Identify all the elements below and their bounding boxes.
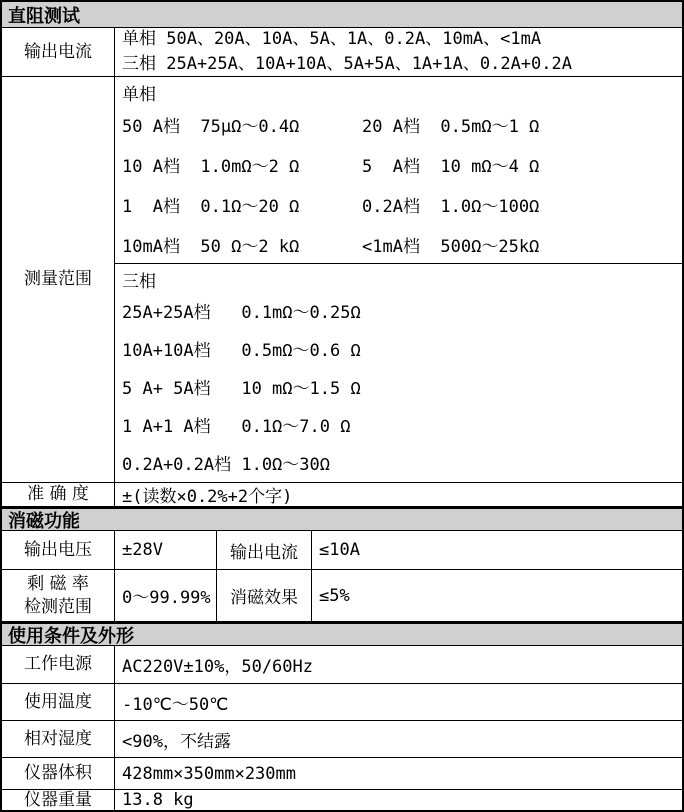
- output-current-label: 输出电流: [2, 28, 115, 76]
- working-power-label: 工作电源: [2, 646, 115, 683]
- section-header-conditions: [2, 622, 682, 646]
- range-entry: 10A+10A档 0.5mΩ～0.6 Ω: [122, 340, 361, 361]
- row-residual-magnetism: [2, 570, 682, 622]
- row-operating-temperature: [2, 684, 682, 721]
- accuracy-value: ±(读数×0.2%+2个字): [122, 487, 293, 507]
- range-entry: 25A+25A档 0.1mΩ～0.25Ω: [122, 302, 361, 323]
- range-entry: 0.2A+0.2A档 1.0Ω～30Ω: [122, 454, 330, 475]
- range-entry: 5 A+ 5A档 10 mΩ～1.5 Ω: [122, 378, 361, 399]
- range-entry: 10 A档 1.0mΩ～2 Ω: [122, 156, 300, 177]
- three-phase-block: [115, 264, 682, 482]
- residual-rate-value: 0～99.99%: [115, 570, 217, 621]
- measure-range-content: [115, 77, 682, 482]
- range-entry: 1 A+1 A档 0.1Ω～7.0 Ω: [122, 416, 351, 437]
- demag-effect-value: ≤5%: [319, 585, 350, 606]
- range-entry: 1 A档 0.1Ω～20 Ω: [122, 196, 300, 217]
- range-line: [122, 443, 682, 481]
- range-entry: 20 A档 0.5mΩ～1 Ω: [362, 116, 540, 137]
- single-phase-block: [115, 77, 682, 264]
- working-power-value: AC220V±10%，50/60Hz: [122, 657, 313, 677]
- measure-range-label: 测量范围: [2, 77, 115, 482]
- row-output-current: [2, 28, 682, 77]
- range-line: [122, 184, 682, 224]
- range-line: [122, 329, 682, 367]
- range-entry: 0.2A档 1.0Ω～100Ω: [362, 196, 540, 217]
- residual-rate-label: [2, 570, 115, 621]
- demag-effect-label: 消磁效果: [217, 570, 312, 621]
- residual-rate-label-line2: 检测范围: [24, 596, 92, 617]
- section-title: 直阻测试: [8, 5, 80, 27]
- row-working-power: [2, 646, 682, 684]
- demag-current-label: 输出电流: [217, 531, 312, 569]
- demag-current-value: ≤10A: [319, 540, 360, 560]
- row-instrument-size: [2, 758, 682, 790]
- instrument-weight-value: 13.8 kg: [122, 790, 194, 810]
- range-entry: 10mA档 50 Ω～2 kΩ: [122, 236, 300, 257]
- row-demag-voltage-current: [2, 531, 682, 570]
- row-instrument-weight: [2, 790, 682, 810]
- range-entry: <1mA档 500Ω～25kΩ: [362, 236, 540, 257]
- section-header-demagnetization: [2, 507, 682, 531]
- instrument-size-label: 仪器体积: [2, 758, 115, 789]
- instrument-weight-label: 仪器重量: [2, 790, 115, 810]
- single-phase-title: 单相: [122, 84, 156, 105]
- row-relative-humidity: [2, 721, 682, 758]
- output-current-value: [115, 28, 682, 76]
- output-current-three-phase: 三相 25A+25A、10A+10A、5A+5A、1A+1A、0.2A+0.2A: [122, 54, 572, 74]
- range-line: [122, 144, 682, 184]
- three-phase-title: 三相: [122, 271, 156, 292]
- relative-humidity-value: <90%，不结露: [122, 731, 231, 752]
- range-line: [122, 104, 682, 144]
- instrument-size-value: 428mm×350mm×230mm: [122, 763, 296, 784]
- residual-rate-label-line1: 剩 磁 率: [27, 573, 89, 594]
- row-measure-range: [2, 77, 682, 483]
- section-title: 消磁功能: [8, 510, 80, 532]
- output-current-single-phase: 单相 50A、20A、10A、5A、1A、0.2A、10mA、<1mA: [122, 29, 542, 50]
- demag-voltage-label: 输出电压: [2, 531, 115, 569]
- row-accuracy: [2, 483, 682, 507]
- range-entry: 5 A档 10 mΩ～4 Ω: [362, 156, 540, 177]
- operating-temperature-value: -10℃～50℃: [122, 694, 229, 715]
- range-line: [122, 367, 682, 405]
- range-entry: 50 A档 75μΩ～0.4Ω: [122, 116, 300, 137]
- section-title: 使用条件及外形: [8, 625, 134, 647]
- demag-voltage-value: ±28V: [115, 531, 217, 569]
- range-line: [122, 405, 682, 443]
- section-header-dc-resistance: [2, 2, 682, 28]
- range-line: [122, 224, 682, 264]
- accuracy-label: 准 确 度: [2, 483, 115, 506]
- operating-temperature-label: 使用温度: [2, 684, 115, 720]
- range-line: [122, 291, 682, 329]
- relative-humidity-label: 相对湿度: [2, 721, 115, 757]
